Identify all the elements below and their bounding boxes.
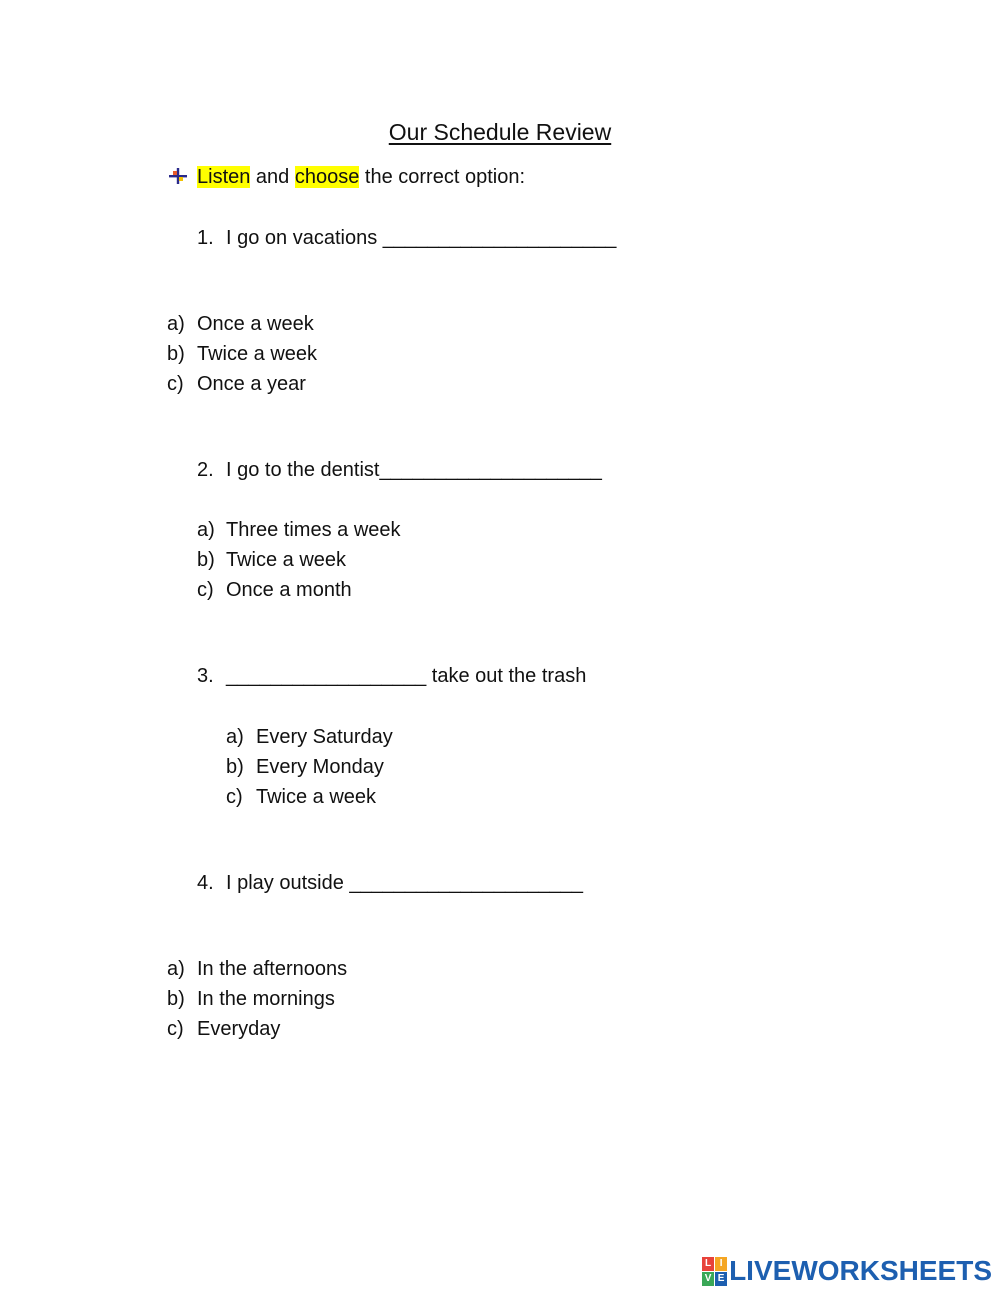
option-text: Three times a week — [226, 519, 401, 541]
highlight-listen: Listen — [197, 166, 251, 188]
option-letter: a) — [167, 313, 185, 335]
question-text: __________________ take out the trash — [226, 665, 587, 687]
liveworksheets-logo[interactable] — [702, 1254, 992, 1288]
liveworksheets-logo-icon: L I V E — [702, 1257, 726, 1285]
option-text: Twice a week — [197, 343, 318, 365]
option-text: Everyday — [197, 1018, 281, 1040]
option-letter: c) — [167, 1018, 184, 1040]
option-text: Twice a week — [256, 786, 377, 808]
option-letter: a) — [197, 519, 215, 541]
option-text: Twice a week — [226, 549, 347, 571]
logo-text: LIVEWORKSHEETS — [729, 1255, 992, 1286]
option-text: In the afternoons — [197, 958, 348, 980]
option-letter: a) — [167, 958, 185, 980]
option-text: Once a month — [226, 579, 352, 601]
option-letter: a) — [226, 726, 244, 748]
option-letter: b) — [226, 756, 244, 778]
instruction: Listen and choose the correct option: — [197, 166, 526, 188]
option-text: Every Monday — [256, 756, 384, 778]
option-letter: b) — [167, 343, 185, 365]
question-number: 1. — [197, 227, 214, 249]
option-text: In the mornings — [197, 988, 335, 1010]
option-letter: c) — [226, 786, 243, 808]
question-text: I play outside _____________________ — [226, 872, 583, 894]
option-letter: b) — [197, 549, 215, 571]
question-text: I go on vacations _____________________ — [226, 227, 617, 249]
option-letter: c) — [197, 579, 214, 601]
four-point-star-bullet-icon — [167, 166, 189, 186]
question-text: I go to the dentist____________________ — [226, 459, 602, 481]
option-letter: b) — [167, 988, 185, 1010]
option-text: Once a year — [197, 373, 306, 395]
question-number: 2. — [197, 459, 214, 481]
option-text: Once a week — [197, 313, 314, 335]
highlight-choose: choose — [294, 166, 360, 188]
question-number: 3. — [197, 665, 214, 687]
option-text: Every Saturday — [256, 726, 393, 748]
page-title: Our Schedule Review — [388, 119, 612, 145]
question-number: 4. — [197, 872, 214, 894]
option-letter: c) — [167, 373, 184, 395]
